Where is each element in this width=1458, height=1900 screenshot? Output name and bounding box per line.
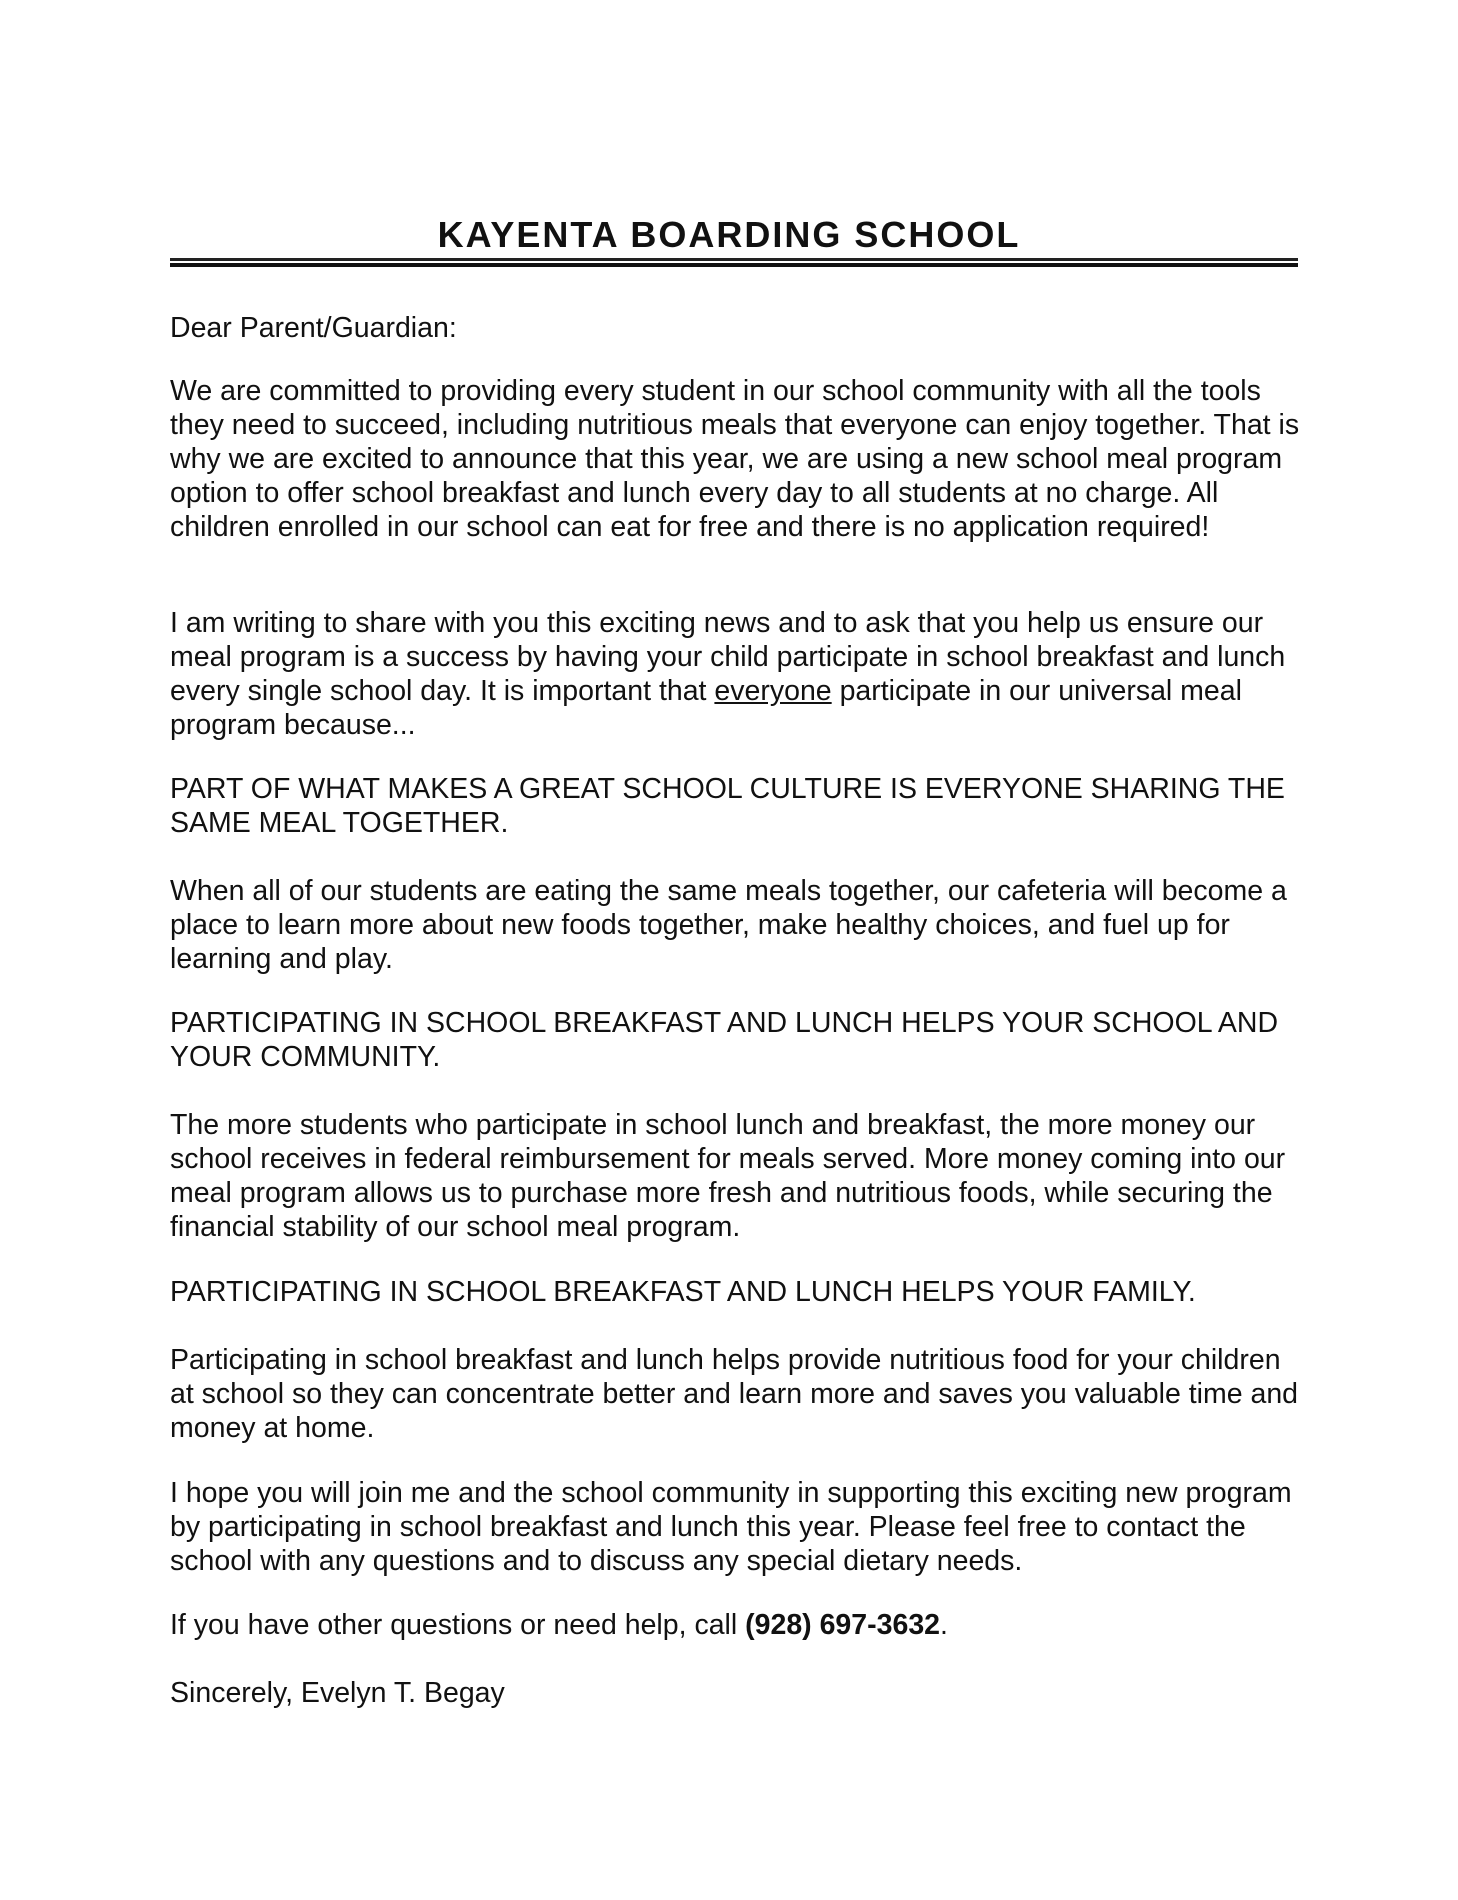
paragraph-intro: We are committed to providing every student in our school community with all the tools they need to succeed, including nutritious meals that everyone can enjoy together. That is why we are excited to announce that this year, we are using a new school meal program option to offer school breakfast and lunch every day to all students at no charge. All children enrolled in our school can eat for free and there is no application required!: [170, 375, 1300, 543]
paragraph-reimbursement: The more students who participate in school lunch and breakfast, the more money our school receives in federal reimbursement for meals served. More money coming into our meal program allows us to purchase more fresh and nutritious foods, while securing the financial stability of our school meal program.: [170, 1109, 1286, 1243]
paragraph-request: [170, 606, 1310, 742]
contact-text: If you have other questions or need help, call: [170, 1609, 746, 1641]
paragraph-invitation: I hope you will join me and the school community in supporting this exciting new program by participating in school breakfast and lunch this year. Please feel free to contact the school with any questions and to discuss any special dietary needs.: [170, 1477, 1292, 1577]
paragraph-cafeteria: When all of our students are eating the same meals together, our cafeteria will become a place to learn more about new foods together, make healthy choices, and fuel up for learning and play.: [170, 875, 1287, 975]
closing-signature: Sincerely, Evelyn T. Begay: [170, 1677, 505, 1709]
header-rule: [170, 258, 1298, 267]
heading-family: PARTICIPATING IN SCHOOL BREAKFAST AND LUNCH HELPS YOUR FAMILY.: [170, 1276, 1196, 1308]
heading-school-culture: PART OF WHAT MAKES A GREAT SCHOOL CULTURE IS EVERYONE SHARING THE SAME MEAL TOGETHER.: [170, 773, 1285, 839]
school-name-heading: KAYENTA BOARDING SCHOOL: [437, 214, 1021, 255]
paragraph-request-text-1: I am writing to share with you this exciting news and to ask that you help us ensure our meal program is a success by having your child participate in school breakfast and lunch every single school day. It is important that: [170, 607, 1286, 707]
salutation: Dear Parent/Guardian:: [170, 312, 457, 344]
contact-period: .: [940, 1609, 948, 1641]
contact-line: [170, 1608, 1310, 1642]
heading-school-community: PARTICIPATING IN SCHOOL BREAKFAST AND LUNCH HELPS YOUR SCHOOL AND YOUR COMMUNITY.: [170, 1007, 1279, 1073]
contact-phone: (928) 697-3632: [745, 1609, 941, 1641]
paragraph-request-text-2: participate in our universal meal program because...: [170, 675, 1242, 741]
emphasis-everyone: everyone: [714, 675, 832, 707]
paragraph-family-benefits: Participating in school breakfast and lunch helps provide nutritious food for your children at school so they can concentrate better and learn more and saves you valuable time and money at home.: [170, 1344, 1299, 1444]
